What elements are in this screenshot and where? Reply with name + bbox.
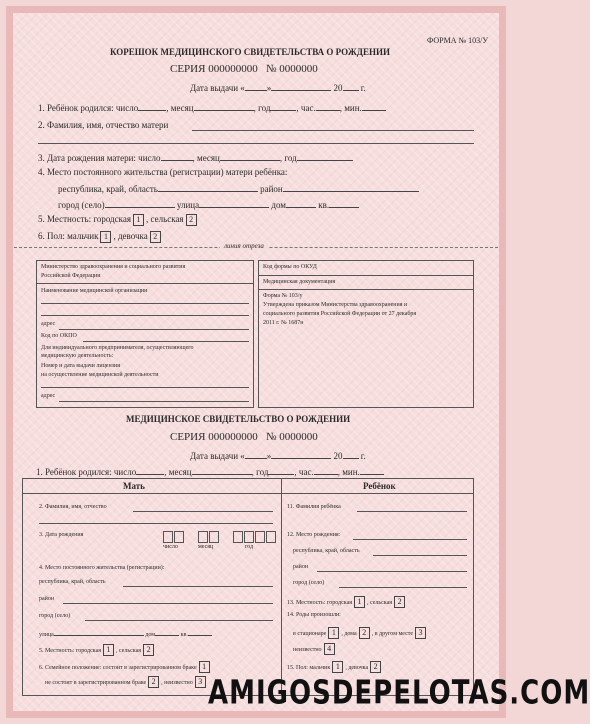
child-sex-line: 15. Пол: мальчик 1 , девочка 2 <box>287 661 383 673</box>
cert-mother-name-field[interactable] <box>133 511 273 512</box>
birth-min-field[interactable] <box>362 102 386 111</box>
cert-issue-date: Дата выдачи « » 20 г. <box>190 451 366 461</box>
cert-mother-region-field[interactable] <box>123 586 273 587</box>
docinfo-box <box>258 260 474 408</box>
birthplace-label: 12. Место рождения: <box>287 532 341 538</box>
cert-series: СЕРИЯ 000000000 № 0000000 <box>170 431 318 443</box>
child-region-label: республика, край, область <box>293 548 360 554</box>
cert-birth-hour-field[interactable] <box>314 466 338 475</box>
cert-mother-apt-field[interactable] <box>188 629 212 636</box>
rf-label: Российской Федерации <box>41 273 101 279</box>
child-urban-checkbox[interactable]: 1 <box>354 596 365 608</box>
license-label-1: Номер и дата выдачи лицензии <box>41 363 121 369</box>
mother-locality-line: 5. Местность: городская 1 , сельская 2 <box>39 644 156 656</box>
okud-label: Код формы по ОКУД <box>263 264 317 270</box>
org-name-field[interactable] <box>41 303 249 304</box>
mother-residence-label: 4. Место постоянного жительства (регистрации): <box>39 565 165 571</box>
boy-checkbox[interactable]: 1 <box>100 231 111 243</box>
cert-birth-year-field[interactable] <box>268 466 294 475</box>
ministry-label: Министерство здравоохранения и социального развития <box>41 264 186 270</box>
mother-name-field-2[interactable] <box>38 143 474 144</box>
cert-title: МЕДИЦИНСКОЕ СВИДЕТЕЛЬСТВО О РОЖДЕНИИ <box>126 414 351 424</box>
approved-line-2: социального развития Российской Федерации от 27 декабря <box>263 311 417 317</box>
birth-unknown-line: неизвестно 4 <box>293 643 337 655</box>
address2-label: адрес <box>41 393 56 399</box>
cert-urban-checkbox[interactable]: 1 <box>103 644 114 656</box>
stub-issue-date: Дата выдачи « » 20 г. <box>190 83 366 93</box>
child-surname-field[interactable] <box>357 511 467 512</box>
org-name-label: Наименование медицинской организации <box>41 288 148 294</box>
cert-mother-name-field-2[interactable] <box>39 523 273 524</box>
marital-unknown-checkbox[interactable]: 3 <box>195 676 206 688</box>
watermark-text: AMIGOSDEPELOTAS.COM <box>208 674 590 712</box>
stub-line-4: 4. Место постоянного жительства (регистрации) матери ребёнка: <box>38 167 288 177</box>
urban-checkbox[interactable]: 1 <box>133 214 144 226</box>
girl-checkbox[interactable]: 2 <box>150 231 161 243</box>
dob-month-label: месяц <box>198 544 214 550</box>
marital-line-1: 6. Семейное положение: состоит в зарегистрированном браке 1 <box>39 661 212 673</box>
mother-street-line: улица дом кв. <box>39 629 212 638</box>
entrepreneur-label-2: медицинскую деятельность: <box>41 353 114 359</box>
okpo-field[interactable] <box>83 341 249 342</box>
cert-rural-checkbox[interactable]: 2 <box>143 644 154 656</box>
mother-header: Мать <box>123 481 145 491</box>
birthplace-field[interactable] <box>353 539 467 540</box>
cert-birth-month-field[interactable] <box>192 466 252 475</box>
mother-name-field[interactable] <box>192 130 474 131</box>
cert-table <box>22 478 474 696</box>
form-label: Форма № 103/у <box>263 293 303 299</box>
dob-day-label: число <box>163 544 178 550</box>
stub-line-2: 2. Фамилия, имя, отчество матери <box>38 120 169 130</box>
entrepreneur-address-field[interactable] <box>59 401 249 402</box>
mother-city-label: город (село) <box>39 613 71 619</box>
mother-birth-year-field[interactable] <box>297 152 353 161</box>
other-place-checkbox[interactable]: 3 <box>415 627 426 639</box>
mother-birth-day-field[interactable] <box>161 152 193 161</box>
birth-day-field[interactable] <box>138 102 166 111</box>
birth-year-field[interactable] <box>270 102 296 111</box>
apt-field[interactable] <box>329 199 359 208</box>
stub-title: КОРЕШОК МЕДИЦИНСКОГО СВИДЕТЕЛЬСТВА О РОЖДЕНИИ <box>110 47 390 57</box>
birth-place-type-label: 14. Роды произошли: <box>287 612 341 618</box>
child-header: Ребёнок <box>363 481 396 491</box>
cert-boy-checkbox[interactable]: 1 <box>332 661 343 673</box>
mother-name-label: 2. Фамилия, имя, отчество <box>39 504 107 510</box>
stub-line-6: 6. Пол: мальчик 1 , девочка 2 <box>38 231 163 243</box>
cert-birth-day-field[interactable] <box>136 466 164 475</box>
stub-line-3: 3. Дата рождения матери: число , месяц , год <box>38 152 353 163</box>
cert-mother-house-field[interactable] <box>155 629 179 636</box>
stub-line-1: 1. Ребёнок родился: число , месяц , год , час. , мин. <box>38 102 386 113</box>
birth-place-type-line: в стационаре 1 , дома 2 , в другом месте 3 <box>293 627 428 639</box>
region-field[interactable] <box>158 183 258 192</box>
stub-series: СЕРИЯ 000000000 № 0000000 <box>170 63 318 75</box>
stub-line-4b: город (село) улица дом кв. <box>58 199 359 210</box>
entrepreneur-label-1: Для индивидуального предпринимателя, осуществляющего <box>41 345 194 351</box>
hospital-checkbox[interactable]: 1 <box>328 627 339 639</box>
mother-region-label: республика, край, область <box>39 579 106 585</box>
birth-place-unknown-checkbox[interactable]: 4 <box>324 643 335 655</box>
form-number: ФОРМА № 103/У <box>426 36 488 45</box>
stub-line-4a: республика, край, область район <box>58 183 419 194</box>
unmarried-checkbox[interactable]: 2 <box>148 676 159 688</box>
child-surname-label: 11. Фамилия ребёнка <box>287 504 341 510</box>
mother-dob-label: 3. Дата рождения <box>39 532 84 538</box>
home-checkbox[interactable]: 2 <box>359 627 370 639</box>
org-box <box>36 260 254 408</box>
mother-district-label: район <box>39 596 55 602</box>
approved-line-1: Утверждена приказом Министерства здравоохранения и <box>263 302 408 308</box>
child-city-label: город (село) <box>293 580 325 586</box>
cert-mother-district-field[interactable] <box>63 603 273 604</box>
license-label-2: на осуществление медицинской деятельности <box>41 372 159 378</box>
org-address-field[interactable] <box>59 329 249 330</box>
dob-year-label: год <box>245 544 254 550</box>
cert-girl-checkbox[interactable]: 2 <box>370 661 381 673</box>
dob-year-boxes[interactable] <box>233 530 277 548</box>
cert-line-1: 1. Ребёнок родился: число , месяц , год , час. , мин. <box>36 466 384 477</box>
child-region-field[interactable] <box>373 555 467 556</box>
cert-mother-city-field[interactable] <box>85 620 273 621</box>
child-rural-checkbox[interactable]: 2 <box>394 596 405 608</box>
cert-birth-min-field[interactable] <box>360 466 384 475</box>
rural-checkbox[interactable]: 2 <box>186 214 197 226</box>
street-field[interactable] <box>199 199 269 208</box>
cut-line-label: линия отреза <box>220 242 268 250</box>
city-field[interactable] <box>105 199 175 208</box>
address-label: адрес <box>41 321 56 327</box>
district-field[interactable] <box>283 183 419 192</box>
mother-birth-month-field[interactable] <box>220 152 280 161</box>
birth-month-field[interactable] <box>194 102 254 111</box>
stub-line-5: 5. Местность: городская 1 , сельская 2 <box>38 214 199 226</box>
okpo-label: Код по ОКПО <box>41 333 77 339</box>
marital-line-2: не состоит в зарегистрированном браке 2 , неизвестно 3 <box>45 676 208 688</box>
license-field[interactable] <box>41 387 249 388</box>
house-field[interactable] <box>286 199 316 208</box>
cert-mother-street-field[interactable] <box>54 629 144 636</box>
approved-line-3: 2011 г. № 1687н <box>263 320 304 326</box>
org-name-field-2[interactable] <box>41 315 249 316</box>
med-doc-label: Медицинская документация <box>263 279 336 285</box>
child-locality-line: 13. Местность: городская 1 , сельская 2 <box>287 596 407 608</box>
child-district-label: район <box>293 564 309 570</box>
child-district-field[interactable] <box>317 571 467 572</box>
child-city-field[interactable] <box>339 587 467 588</box>
birth-hour-field[interactable] <box>316 102 340 111</box>
married-checkbox[interactable]: 1 <box>199 661 210 673</box>
